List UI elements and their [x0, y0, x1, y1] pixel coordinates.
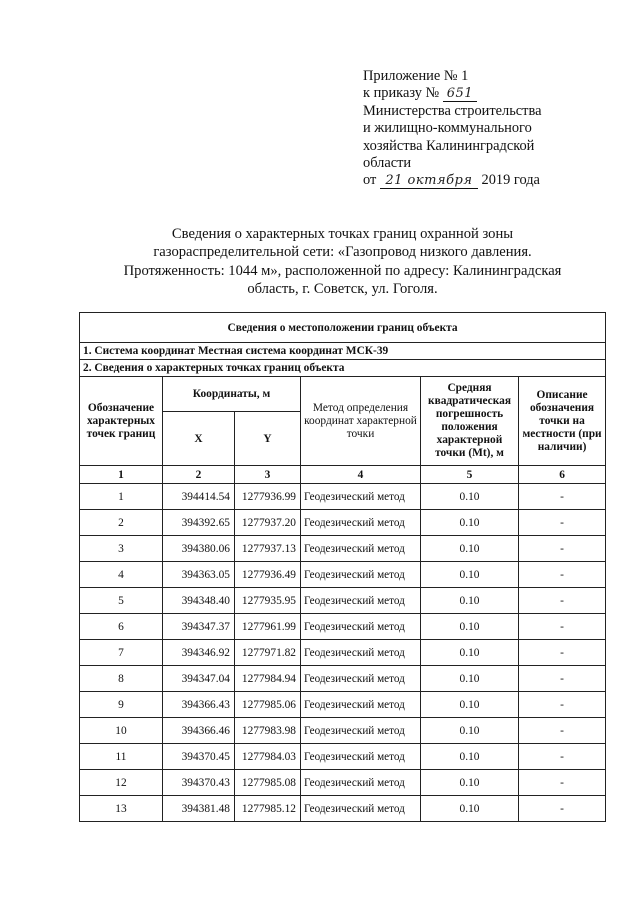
y-coordinate-cell: 1277984.94	[235, 666, 301, 692]
method-cell: Геодезический метод	[301, 588, 421, 614]
x-coordinate-cell: 394392.65	[163, 510, 235, 536]
date-suffix: 2019 года	[481, 172, 540, 189]
coordinate-system-row: 1. Система координат Местная система координат МСК-39	[80, 343, 606, 360]
method-cell: Геодезический метод	[301, 484, 421, 510]
table-row	[80, 510, 606, 536]
y-coordinate-cell: 1277936.49	[235, 562, 301, 588]
method-cell: Геодезический метод	[301, 770, 421, 796]
error-cell: 0.10	[421, 640, 519, 666]
point-number-cell: 5	[80, 588, 163, 614]
y-coordinate-cell: 1277937.13	[235, 536, 301, 562]
table-row	[80, 484, 606, 510]
x-coordinate-cell: 394366.46	[163, 718, 235, 744]
table-row	[80, 718, 606, 744]
x-coordinate-cell: 394370.45	[163, 744, 235, 770]
table-row	[80, 770, 606, 796]
method-cell: Геодезический метод	[301, 692, 421, 718]
ministry-line: хозяйства Калининградской	[363, 137, 535, 154]
x-coordinate-cell: 394370.43	[163, 770, 235, 796]
points-section-row: 2. Сведения о характерных точках границ объекта	[80, 360, 606, 377]
col-number: 6	[519, 466, 606, 484]
header-description: Описание обозначения точки на местности (при наличии)	[519, 377, 606, 466]
header-point: Обозначение характерных точек границ	[80, 377, 163, 466]
method-cell: Геодезический метод	[301, 640, 421, 666]
method-cell: Геодезический метод	[301, 614, 421, 640]
y-coordinate-cell: 1277985.08	[235, 770, 301, 796]
point-number-cell: 6	[80, 614, 163, 640]
date-prefix: от	[363, 172, 377, 189]
y-coordinate-cell: 1277935.95	[235, 588, 301, 614]
x-coordinate-cell: 394366.43	[163, 692, 235, 718]
ministry-line: Министерства строительства	[363, 102, 542, 119]
boundary-points-table	[79, 312, 606, 822]
method-cell: Геодезический метод	[301, 796, 421, 822]
title-line: Сведения о характерных точках границ охранной зоны	[171, 226, 514, 242]
description-cell: -	[519, 536, 606, 562]
table-row	[80, 744, 606, 770]
point-number-cell: 8	[80, 666, 163, 692]
x-coordinate-cell: 394380.06	[163, 536, 235, 562]
table-row	[80, 692, 606, 718]
annex-line: Приложение № 1	[363, 68, 469, 84]
col-number: 2	[163, 466, 235, 484]
point-number-cell: 4	[80, 562, 163, 588]
x-coordinate-cell: 394346.92	[163, 640, 235, 666]
header-coords: Координаты, м	[163, 377, 301, 412]
description-cell: -	[519, 510, 606, 536]
order-prefix: к приказу №	[363, 85, 440, 102]
description-cell: -	[519, 640, 606, 666]
point-number-cell: 7	[80, 640, 163, 666]
col-number: 1	[80, 466, 163, 484]
point-number-cell: 13	[80, 796, 163, 822]
x-coordinate-cell: 394348.40	[163, 588, 235, 614]
title-line: область, г. Советск, ул. Гоголя.	[247, 280, 438, 297]
error-cell: 0.10	[421, 562, 519, 588]
y-coordinate-cell: 1277983.98	[235, 718, 301, 744]
error-cell: 0.10	[421, 484, 519, 510]
method-cell: Геодезический метод	[301, 562, 421, 588]
error-cell: 0.10	[421, 770, 519, 796]
point-number-cell: 12	[80, 770, 163, 796]
y-coordinate-cell: 1277936.99	[235, 484, 301, 510]
title-line: Протяженность: 1044 м», расположенной по адресу: Калининградская	[123, 262, 562, 279]
point-number-cell: 3	[80, 536, 163, 562]
point-number-cell: 10	[80, 718, 163, 744]
x-coordinate-cell: 394363.05	[163, 562, 235, 588]
point-number-cell: 11	[80, 744, 163, 770]
y-coordinate-cell: 1277937.20	[235, 510, 301, 536]
ministry-line: области	[363, 155, 412, 172]
table-row	[80, 796, 606, 822]
error-cell: 0.10	[421, 614, 519, 640]
header-x: X	[163, 412, 235, 466]
order-number-handwritten: 651	[443, 87, 477, 102]
header-method: Метод определения координат характерной точки	[301, 377, 421, 466]
col-number: 5	[421, 466, 519, 484]
description-cell: -	[519, 770, 606, 796]
header-error: Средняя квадратическая погрешность положения характерной точки (Mt), м	[421, 377, 519, 466]
error-cell: 0.10	[421, 718, 519, 744]
description-cell: -	[519, 562, 606, 588]
error-cell: 0.10	[421, 692, 519, 718]
description-cell: -	[519, 666, 606, 692]
x-coordinate-cell: 394381.48	[163, 796, 235, 822]
error-cell: 0.10	[421, 588, 519, 614]
table-row	[80, 588, 606, 614]
error-cell: 0.10	[421, 510, 519, 536]
method-cell: Геодезический метод	[301, 666, 421, 692]
y-coordinate-cell: 1277985.12	[235, 796, 301, 822]
ministry-line: и жилищно-коммунального	[363, 120, 532, 137]
point-number-cell: 1	[80, 484, 163, 510]
description-cell: -	[519, 692, 606, 718]
y-coordinate-cell: 1277971.82	[235, 640, 301, 666]
point-number-cell: 9	[80, 692, 163, 718]
col-number: 3	[235, 466, 301, 484]
method-cell: Геодезический метод	[301, 510, 421, 536]
method-cell: Геодезический метод	[301, 536, 421, 562]
table-row	[80, 536, 606, 562]
date-line	[363, 172, 633, 189]
x-coordinate-cell: 394347.04	[163, 666, 235, 692]
error-cell: 0.10	[421, 796, 519, 822]
description-cell: -	[519, 796, 606, 822]
point-number-cell: 2	[80, 510, 163, 536]
col-number: 4	[301, 466, 421, 484]
header-y: Y	[235, 412, 301, 466]
x-coordinate-cell: 394414.54	[163, 484, 235, 510]
document-title	[80, 225, 605, 298]
error-cell: 0.10	[421, 744, 519, 770]
x-coordinate-cell: 394347.37	[163, 614, 235, 640]
description-cell: -	[519, 614, 606, 640]
method-cell: Геодезический метод	[301, 718, 421, 744]
date-handwritten: 21 октября	[380, 174, 478, 189]
description-cell: -	[519, 718, 606, 744]
table-row	[80, 562, 606, 588]
description-cell: -	[519, 484, 606, 510]
table-row	[80, 640, 606, 666]
y-coordinate-cell: 1277984.03	[235, 744, 301, 770]
annex-block	[363, 68, 633, 190]
method-cell: Геодезический метод	[301, 744, 421, 770]
description-cell: -	[519, 744, 606, 770]
main-header: Сведения о местоположении границ объекта	[80, 313, 606, 343]
order-line	[363, 85, 633, 102]
description-cell: -	[519, 588, 606, 614]
error-cell: 0.10	[421, 536, 519, 562]
y-coordinate-cell: 1277985.06	[235, 692, 301, 718]
table-row	[80, 666, 606, 692]
table-row	[80, 614, 606, 640]
y-coordinate-cell: 1277961.99	[235, 614, 301, 640]
error-cell: 0.10	[421, 666, 519, 692]
title-line: газораспределительной сети: «Газопровод низкого давления.	[153, 244, 532, 261]
